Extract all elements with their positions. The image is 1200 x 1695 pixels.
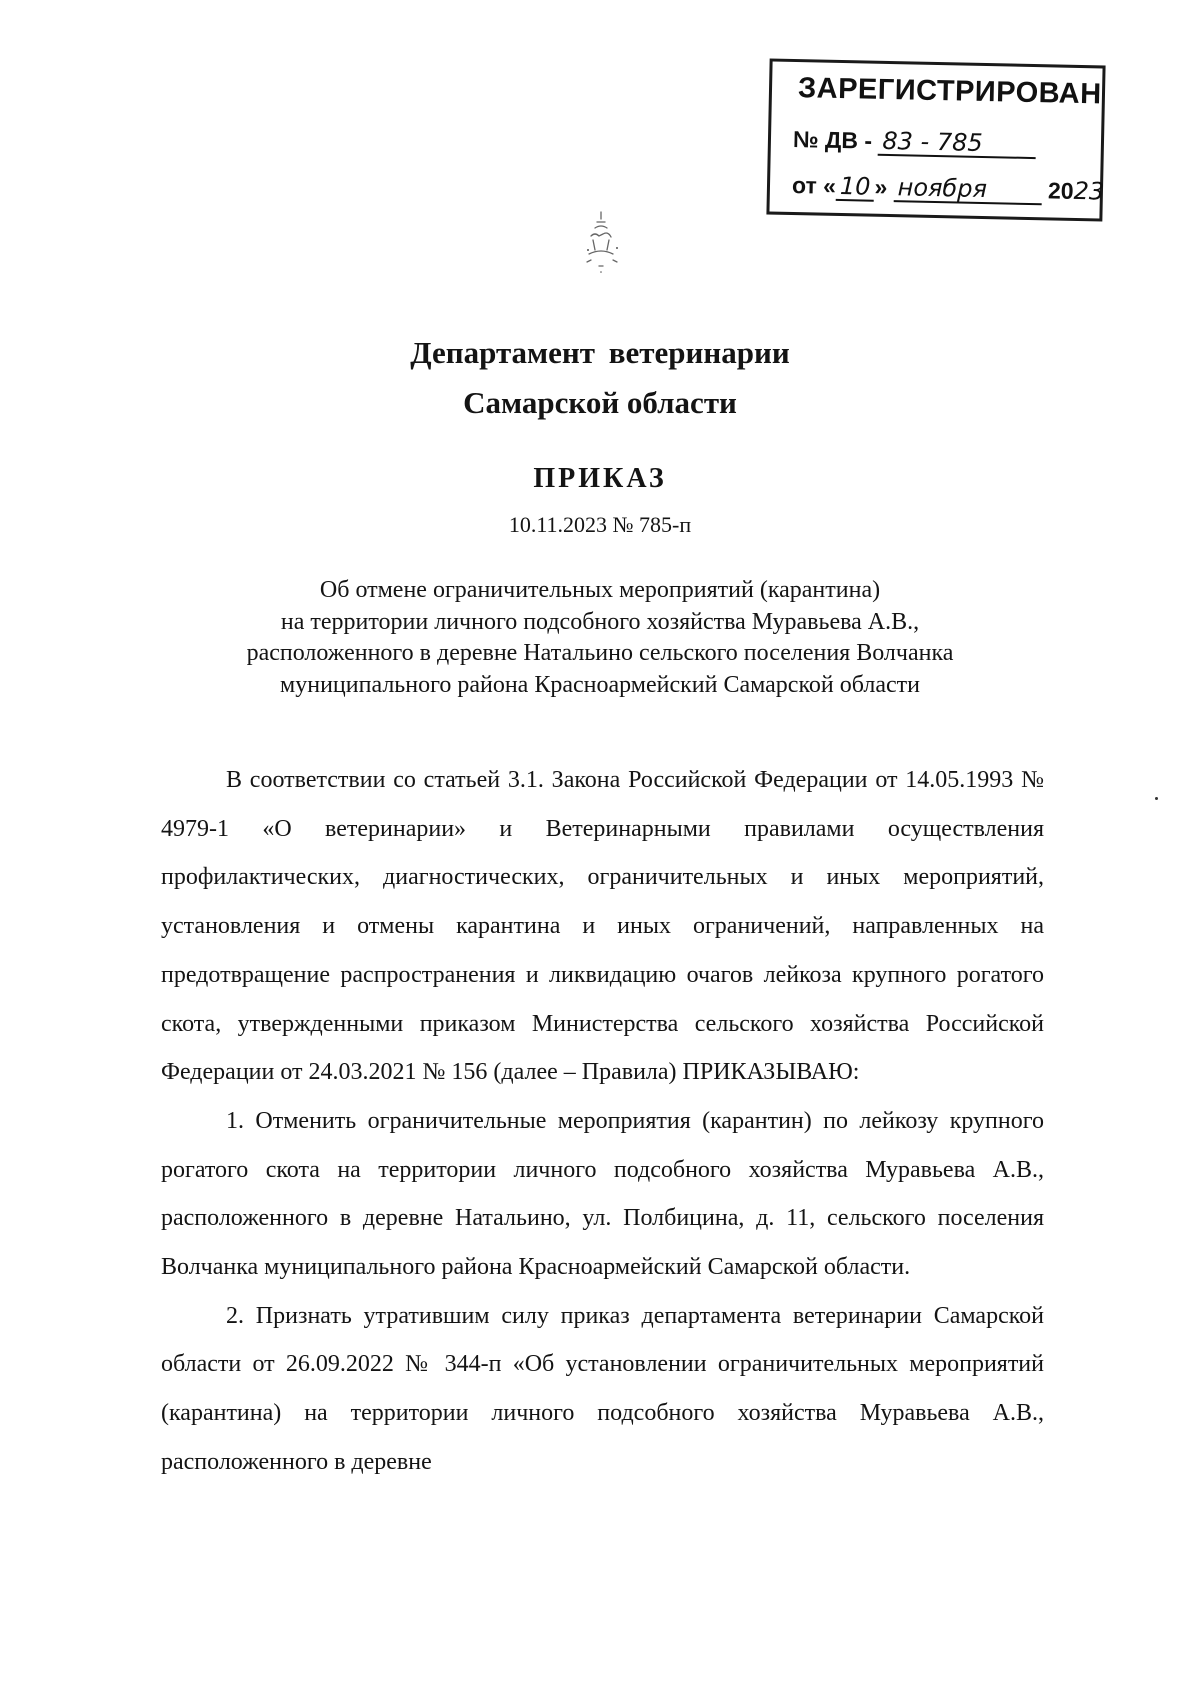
stamp-number-line <box>793 126 1037 159</box>
stamp-date-year-suffix: 23 <box>1073 176 1105 206</box>
order-title: ПРИКАЗ <box>533 463 667 494</box>
stamp-date-month: ноября <box>893 175 1042 205</box>
registration-stamp <box>766 58 1105 221</box>
order-number: 10.11.2023 № 785-п <box>508 512 692 537</box>
stamp-date-line <box>792 172 1105 207</box>
emblem-icon <box>577 210 627 276</box>
stamp-date-day: 10 <box>836 174 875 202</box>
department-name: Департамент ветеринарии <box>410 335 790 370</box>
scan-speck <box>1155 797 1158 800</box>
order-subject <box>120 575 1080 701</box>
preamble-paragraph: В соответствии со статьей 3.1. Закона Российской Федерации от 14.05.1993 № 4979-1 «О ветеринарии» и Ветеринарными правилами осуществления профилактических, диагностических, ограничительных и иных мероприятий, установления и отмены карантина и иных ограничений, направленных на предотвращение распространения и ликвидацию очагов лейкоза крупного рогатого скота, утвержденными приказом Министерства сельского хозяйства Российской Федерации от 24.03.2021 № 156 (далее – Правила) ПРИКАЗЫВАЮ: <box>161 767 1044 1086</box>
subject-line: расположенного в деревне Натальино сельского поселения Волчанка <box>246 640 954 666</box>
order-body <box>161 756 1044 1487</box>
subject-line: муниципального района Красноармейский Самарской области <box>280 671 920 698</box>
department-region: Самарской области <box>463 385 737 420</box>
subject-line: на территории личного подсобного хозяйства Муравьева А.В., <box>280 608 920 635</box>
order-item-2: 2. Признать утратившим силу приказ департамента ветеринарии Самарской области от 26.09.2022 № 344-п «Об установлении ограничительных мероприятий (карантина) на территории личного подсобного хозяйства Муравьева А.В., расположенного в деревне <box>161 1302 1044 1475</box>
stamp-number-prefix: № ДВ - <box>792 126 873 154</box>
order-item-1: 1. Отменить ограничительные мероприятия (карантин) по лейкозу крупного рогатого скота на территории личного подсобного хозяйства Муравьева А.В., расположенного в деревне Натальино, ул. Полбицина, д. 11, сельского поселения Волчанка муниципального района Красноармейский Самарской области. <box>161 1107 1044 1281</box>
stamp-date-year-prefix: 20 <box>1047 177 1074 204</box>
subject-line: Об отмене ограничительных мероприятий (карантина) <box>319 577 881 603</box>
stamp-date-sep: » <box>874 173 888 200</box>
stamp-number-handwritten: 83 - 785 <box>878 129 1037 159</box>
stamp-date-prefix: от « <box>791 171 837 199</box>
stamp-title: ЗАРЕГИСТРИРОВАН <box>797 72 1102 111</box>
